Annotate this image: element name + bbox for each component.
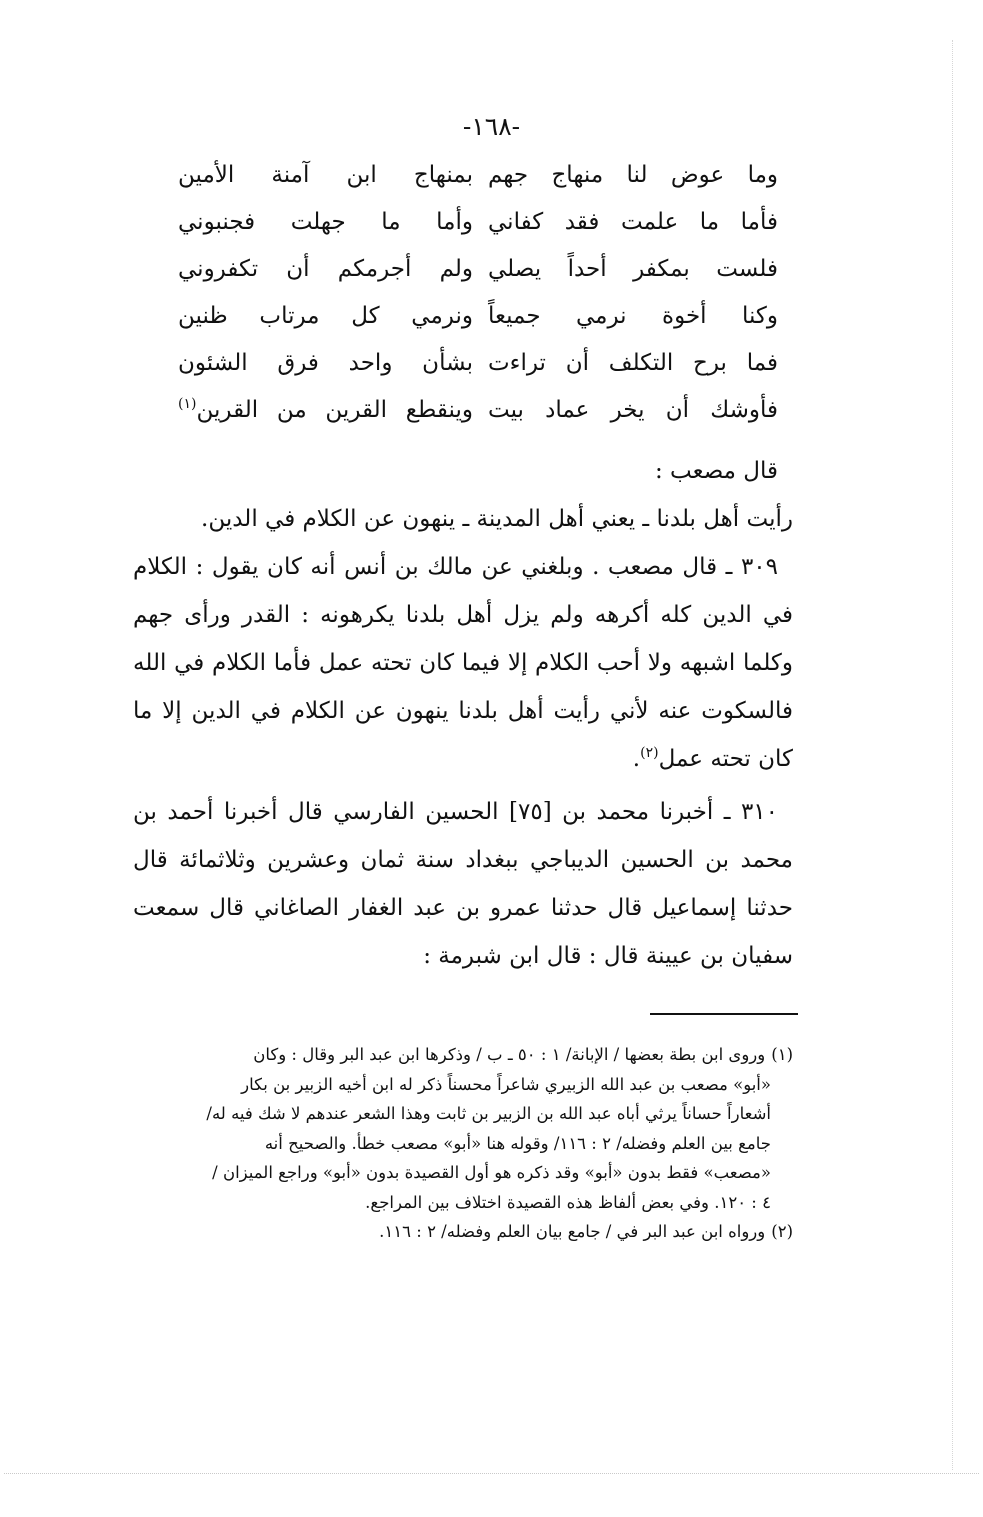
poem-verse <box>178 303 778 350</box>
paragraph-309 <box>133 543 793 783</box>
poem-verse <box>178 162 778 209</box>
first-hemistich: فأما ما علمت فقد كفاني <box>488 209 778 235</box>
hemistich-text: وينقطع القرين من القرين <box>196 397 473 423</box>
second-hemistich: وأما ما جهلت فجنبوني <box>178 209 473 235</box>
second-hemistich: بشأن واحد فرق الشئون <box>178 350 473 376</box>
footnote-line: «أبو» مصعب بن عبد الله الزبيري شاعراً محسناً ذكر له ابن أخيه الزبير بن بكار <box>241 1074 771 1094</box>
paragraph-tail: . <box>632 746 641 772</box>
footnote-text: ورواه ابن عبد البر في / جامع بيان العلم وفضله/ ٢ : ١١٦. <box>379 1222 766 1241</box>
footnote-ref-1: (١) <box>178 396 197 412</box>
intro-line: قال مصعب : <box>654 458 778 484</box>
body-text <box>133 447 793 980</box>
first-hemistich: فأوشك أن يخر عماد بيت <box>488 397 778 423</box>
second-hemistich: ولم أجرمكم أن تكفروني <box>178 256 473 282</box>
poem-verse <box>178 397 778 444</box>
footnote-2 <box>133 1217 793 1247</box>
first-hemistich: فما برح التكلف أن تراءت <box>488 350 778 376</box>
scan-bottom-line <box>4 1473 979 1474</box>
footnote-line: جامع بين العلم وفضله/ ٢ : ١١٦/ وقوله هنا «أبو» مصعب خطأ. والصحيح أنه <box>264 1133 771 1153</box>
footnote-number: (١) <box>771 1045 793 1064</box>
first-hemistich: فلست بمكفر أحداً يصلي <box>488 256 778 282</box>
footnote-line: ٤ : ١٢٠. وفي بعض ألفاظ هذه القصيدة اختلاف بين المراجع. <box>365 1192 771 1212</box>
poem-verse <box>178 350 778 397</box>
footnote-line <box>133 1217 793 1247</box>
footnote-line <box>133 1040 793 1070</box>
footnote-text: وروى ابن بطة بعضها / الإبانة/ ١ : ٥٠ ـ ب / وذكرها ابن عبد البر وقال : وكان <box>253 1045 766 1064</box>
paragraph: رأيت أهل بلدنا ـ يعني أهل المدينة ـ ينهون عن الكلام في الدين. <box>201 506 793 532</box>
first-hemistich: وكنا أخوة نرمي جميعاً <box>488 303 778 329</box>
second-hemistich: ونرمي كل مرتاب ظنين <box>178 303 473 329</box>
page-number: -١٦٨- <box>462 112 521 141</box>
second-hemistich <box>178 397 473 423</box>
footnote-ref-2: (٢) <box>640 745 659 761</box>
footnotes <box>133 1040 793 1247</box>
second-hemistich: بمنهاج ابن آمنة الأمين <box>178 162 473 188</box>
footnote-line: «مصعب» فقط بدون «أبو» وقد ذكره هو أول القصيدة بدون «أبو» وراجع الميزان / <box>212 1163 771 1182</box>
footnote-line: أشعاراً حساناً يرثي أباه عبد الله بن الزبير بن ثابت وهذا الشعر عندهم لا شك فيه له/ <box>206 1104 771 1123</box>
footnote-number: (٢) <box>771 1222 793 1241</box>
paragraph-text: ٣٠٩ ـ قال مصعب . وبلغني عن مالك بن أنس أنه كان يقول : الكلام في الدين كله أكرهه ولم يزل أهل بلدنا يكرهونه : القدر ورأى جهم وكلما اشبهه ولا أحب الكلام إلا فيما كان تحته عمل فأما الكلام في الله فالسكوت عنه لأني رأيت أهل بلدنا ينهون عن الكلام في الدين إلا ما كان تحته عمل <box>133 554 793 772</box>
poem-verse <box>178 209 778 256</box>
first-hemistich: وما عوض لنا منهاج جهم <box>488 162 778 188</box>
footnote-1 <box>133 1040 793 1217</box>
poem-verse <box>178 256 778 303</box>
footnote-separator <box>650 1013 798 1015</box>
paragraph-310: ٣١٠ ـ أخبرنا محمد بن [٧٥] الحسين الفارسي قال أخبرنا أحمد بن محمد بن الحسين الديباجي ببغداد سنة ثمان وعشرين وثلاثمائة قال حدثنا إسماعيل قال حدثنا عمرو بن عبد الغفار الصاغاني قال سمعت سفيان بن عيينة قال : قال ابن شبرمة : <box>133 799 793 969</box>
poem <box>178 162 778 444</box>
scan-edge-line <box>952 40 953 1470</box>
